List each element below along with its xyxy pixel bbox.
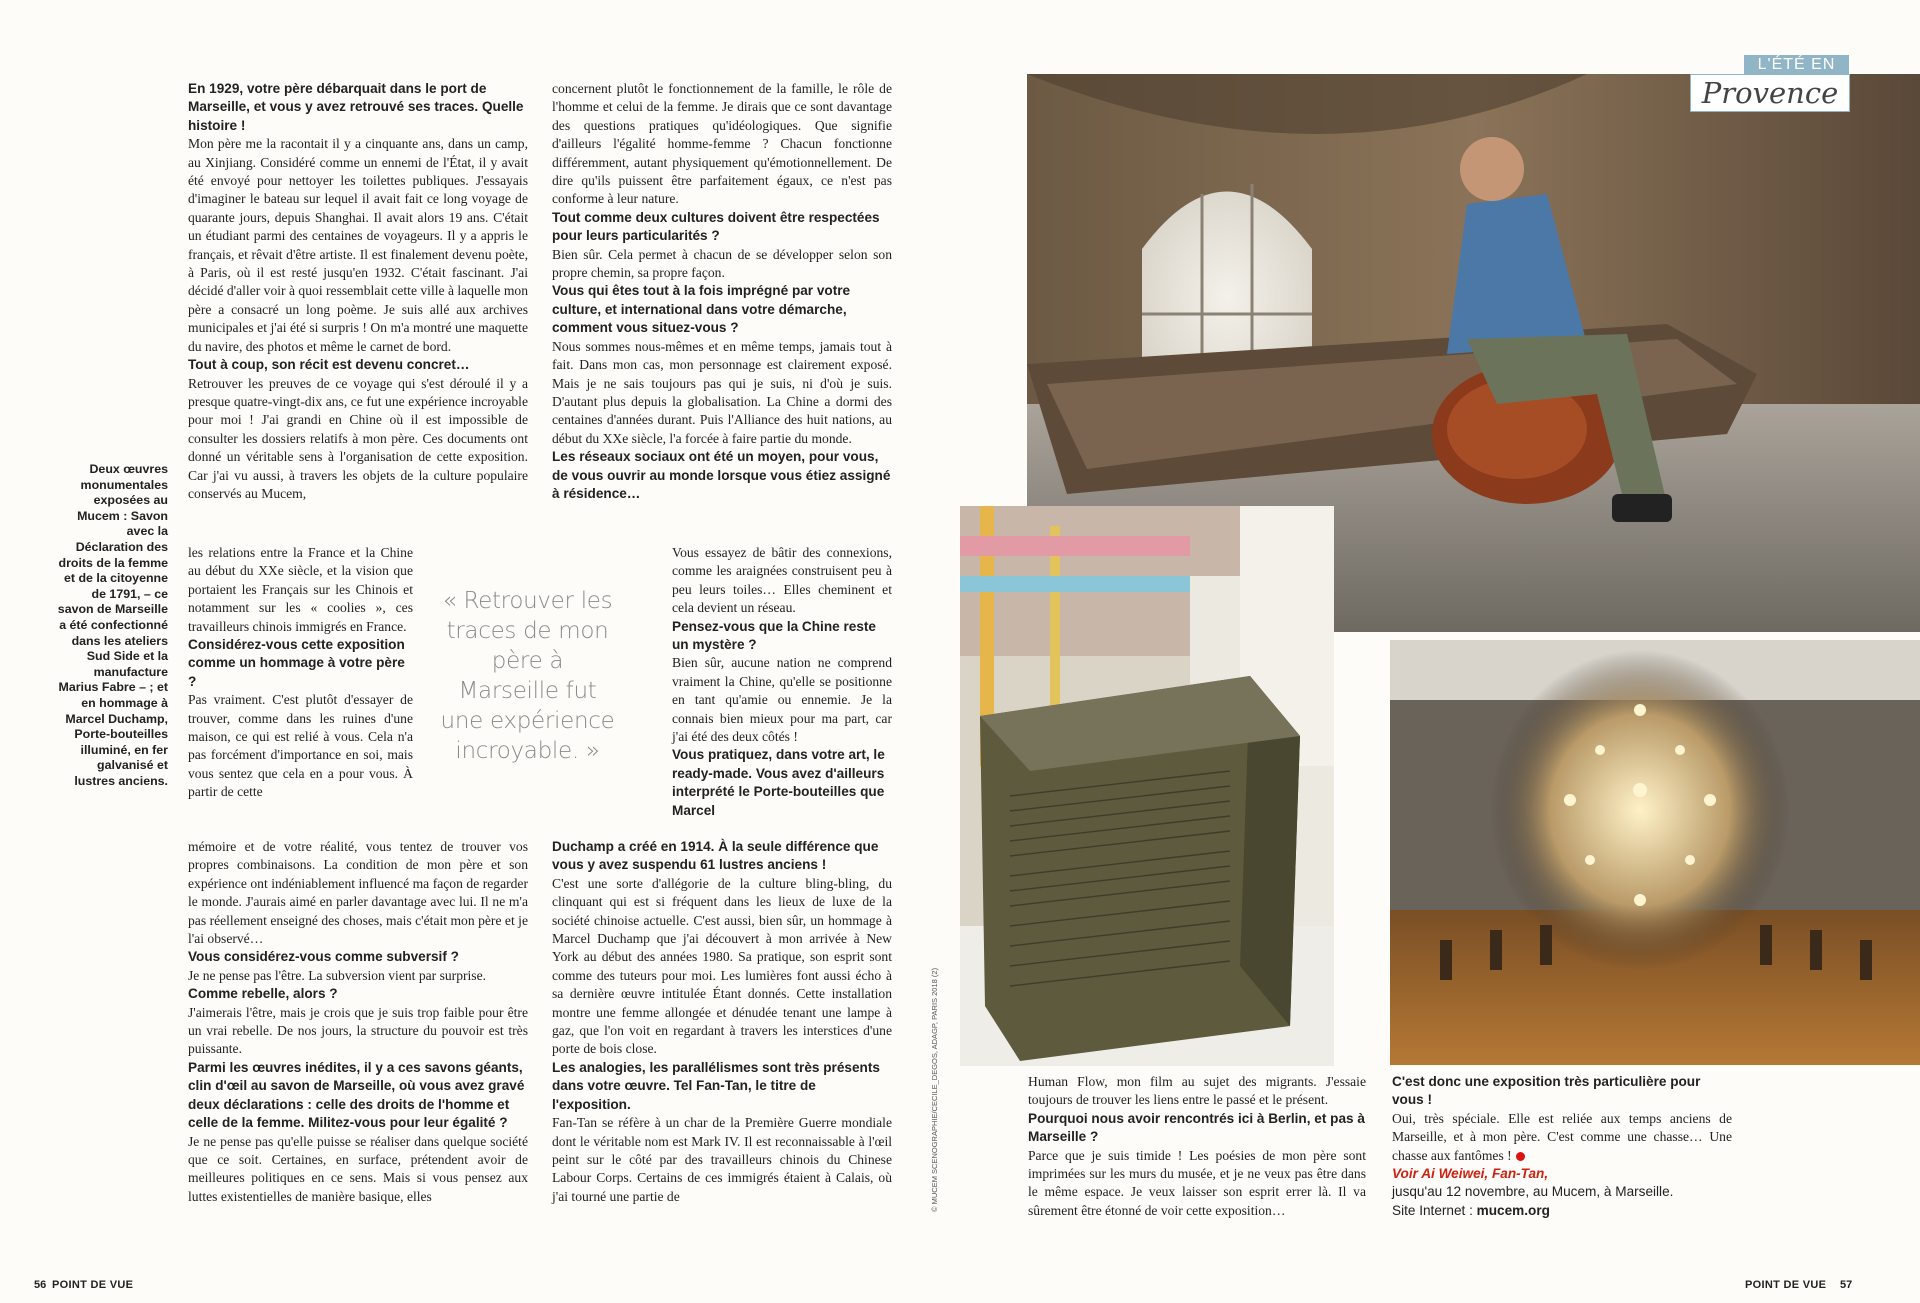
interview-answer: Vous essayez de bâtir des connexions, comme les araignées construisent peu à peu leurs toiles… Elles cheminent et cela devient un réseau. <box>672 545 892 616</box>
site-link[interactable]: mucem.org <box>1476 1202 1550 1218</box>
interview-column-4 <box>1392 1073 1732 1165</box>
interview-answer: les relations entre la France et la Chine au début du XXe siècle, et la vision que portaient les Français sur les Chinois et notamment sur les « coolies », ces travailleurs chinois immigrés en France. <box>188 545 413 634</box>
exhibition-dates: jusqu'au 12 novembre, au Mucem, à Marseille. <box>1392 1184 1674 1200</box>
interview-column-1-narrow <box>188 544 413 802</box>
interview-question: Pourquoi nous avoir rencontrés ici à Berlin, et pas à Marseille ? <box>1028 1110 1365 1145</box>
page-number-left: 56 <box>34 1279 47 1291</box>
interview-answer: concernent plutôt le fonctionnement de la famille, le rôle de l'homme et celui de la femme. Je dirais que ce sont davantage des questions pratiques qu'idéologiques. Que signifie d'ailleurs l'égalité homme-femme ? Chacun fonctionne différemment, autant physiquement qu'émotionnellement. De dire qu'ils puissent être parfaitement égaux, ce n'est pas conforme à leur nature. <box>552 81 892 207</box>
interview-answer: Retrouver les preuves de ce voyage qui s'est déroulé il y a presque quatre-vingt-dix ans, ce fut une expérience incroyable pour moi ! J'ai grandi en Chine où il est impossible de consulter les dossiers relatifs à mon père. Ces documents ont donné un véritable sens à l'organisation de cette exposition. Car j'ai vu aussi, à travers les objets de la culture populaire conservés au Mucem, <box>188 375 528 501</box>
interview-question: Vous pratiquez, dans votre art, le ready-made. Vous avez d'ailleurs interprété le Porte-bouteilles que Marcel <box>672 747 885 818</box>
interview-question: C'est donc une exposition très particulière pour vous ! <box>1392 1074 1701 1108</box>
interview-answer: Mon père me la racontait il y a cinquante ans, dans un camp, au Xinjiang. Considéré comme un ennemi de l'État, il y avait été envoyé pour nettoyer les toilettes publiques. J'essayais d'imaginer le bateau sur lequel il avait fait ce long voyage de quarante jours, depuis Shanghai. Il avait alors 19 ans. C'était un étudiant parmi des centaines de voyageurs. Il y a appris le français, et rêvait d'être artiste. Il est finalement devenu poète, à Paris, où il est resté jusqu'en 1932. C'était fascinant. J'ai décidé d'aller voir à quoi ressemblait cette ville à laquelle mon père a consacré un long poème. Je suis allé aux archives municipales et j'ai été si surpris ! On m'a montré une maquette du navire, des photos et même le carnet de bord. <box>188 136 528 354</box>
interview-column-2-narrow <box>672 544 892 820</box>
interview-question: Les analogies, les parallélismes sont très présents dans votre œuvre. Tel Fan-Tan, le titre de l'exposition. <box>552 1059 880 1112</box>
interview-answer: C'est une sorte d'allégorie de la culture bling-bling, du clinquant qui est si fréquent dans les lieux de luxe de la société chinoise actuelle. C'est aussi, bien sûr, un hommage à Marcel Duchamp que j'ai découvert à mon arrivée à New York au début des années 1980. Sa pratique, son esprit sont comme des tuteurs pour moi. Les lumières font aussi écho à sa dernière œuvre intitulée Étant donnés. Cette installation montre une femme allongée et dénudée tenant une lampe à gaz, que l'on voit en regardant à travers les interstices d'une porte de bois close. <box>552 875 892 1057</box>
interview-answer: Pas vraiment. C'est plutôt d'essayer de trouver, comme dans les ruines d'une maison, ce qui est relié à vous. Cela n'a pas forcément d'importance en soi, mais vous sentez que cela en a pour vous. À partir de cette <box>188 692 413 800</box>
interview-column-2-bottom <box>552 838 892 1206</box>
photo-caption: Deux œuvres monumentales exposées au Mucem : Savon avec la Déclaration des droits de la femme et de la citoyenne de 1791, – ce savon de Marseille a été confectionné dans les ateliers Sud Side et la manufacture Marius Fabre – ; et en hommage à Marcel Duchamp, Porte-bouteilles illuminé, en fer galvanisé et lustres anciens. <box>57 462 168 788</box>
photo-soap-sculpture <box>960 506 1334 1066</box>
pull-quote: « Retrouver les traces de mon père à Marseille fut une expérience incroyable. » <box>440 588 615 764</box>
photo-chandelier <box>1390 640 1920 1065</box>
interview-question: Parmi les œuvres inédites, il y a ces savons géants, clin d'œil au savon de Marseille, où vous avez gravé deux déclarations : celle des droits de l'homme et celle de la femme. Militez-vous pour leur égalité ? <box>188 1059 525 1131</box>
interview-column-1 <box>188 80 528 503</box>
interview-question: Vous qui êtes tout à la fois imprégné par votre culture, et international dans votre démarche, comment vous situez-vous ? <box>552 283 851 336</box>
interview-question: Les réseaux sociaux ont été un moyen, pour vous, de vous ouvrir au monde lorsque vous étiez assigné à résidence… <box>552 449 891 501</box>
brand-left: POINT DE VUE <box>52 1279 134 1291</box>
interview-answer: Parce que je suis timide ! Les poésies de mon père sont imprimées sur les murs du musée, et je ne veux pas être dans le même espace. Je veux laisser son esprit errer là. Il va sûrement être étonné de voir cette exposition… <box>1028 1147 1366 1218</box>
site-label: Site Internet : <box>1392 1202 1477 1218</box>
interview-question: Comme rebelle, alors ? <box>188 986 338 1002</box>
interview-answer: Human Flow, mon film au sujet des migrants. J'essaie toujours de trouver les liens entre le passé et le présent. <box>1028 1074 1366 1108</box>
photo-credit: © MUCEM SCENOGRAPHIE/CECILE_DEGOS, ADAGP, PARIS 2018 (2) <box>930 967 939 1212</box>
exhibition-info <box>1392 1165 1732 1220</box>
interview-answer: J'aimerais l'être, mais je crois que je suis trop faible pour être un vrai rebelle. De nos jours, la structure du pouvoir est très puissante. <box>188 1004 528 1057</box>
interview-answer: Fan-Tan se réfère à un char de la Première Guerre mondiale dont le véritable nom est Mark IV. Il est reconnaissable à l'œil peint sur le côté par des travailleurs chinois du Chinese Labour Corps. Certains de ces immigrés étaient à Calais, où j'ai tourné une partie de <box>552 1115 892 1204</box>
interview-question: Tout à coup, son récit est devenu concret… <box>188 357 470 373</box>
interview-question: En 1929, votre père débarquait dans le port de Marseille, et vous y avez retrouvé ses traces. Quelle histoire ! <box>188 81 524 133</box>
rubric-label: L'ÉTÉ EN <box>1744 55 1849 75</box>
interview-answer: Bien sûr, aucune nation ne comprend vraiment la Chine, qu'elle se positionne en tant qu'amie ou ennemie. Je la connais bien mieux pour ma part, car j'ai été des deux côtés ! <box>672 655 892 745</box>
rubric-title: Provence <box>1690 74 1850 112</box>
interview-answer: Nous sommes nous-mêmes et en même temps, jamais tout à fait. Dans mon cas, mon personnage est clairement exposé. Mais je ne sais toujours pas qui je suis, ni d'où je suis. D'autant plus depuis la globalisation. La Chine a dormi des centaines d'années durant. Puis l'Alliance des huit nations, au début du XXe siècle, l'a forcée à faire partie du monde. <box>552 338 892 446</box>
interview-answer: Je ne pense pas l'être. La subversion vient par surprise. <box>188 967 487 983</box>
page-number-right: 57 <box>1840 1279 1853 1291</box>
interview-question: Duchamp a créé en 1914. À la seule différence que vous y avez suspendu 61 lustres anciens ! <box>552 839 879 873</box>
interview-column-2 <box>552 80 892 503</box>
exhibition-title: Voir Ai Weiwei, Fan-Tan, <box>1392 1166 1549 1181</box>
brand-right: POINT DE VUE <box>1745 1279 1827 1291</box>
interview-answer: mémoire et de votre réalité, vous tentez de trouver vos propres combinaisons. La condition de mon père et son expérience ont indéniablement influencé ma façon de regarder le monde. J'aurais aimé en parler davantage avec lui. Il ne m'a pas réellement enseigné des choses, mais c'était mon père et je l'ai observé… <box>188 839 528 947</box>
end-mark-icon <box>1516 1152 1525 1161</box>
interview-column-3 <box>1028 1073 1366 1220</box>
interview-question: Considérez-vous cette exposition comme un hommage à votre père ? <box>188 637 405 689</box>
interview-column-1-bottom <box>188 838 528 1206</box>
interview-answer: Oui, très spéciale. Elle est reliée aux temps anciens de Marseille, et à mon père. C'est comme une chasse… Une chasse aux fantômes ! <box>1392 1110 1732 1163</box>
interview-answer: Je ne pense pas qu'elle puisse se réaliser dans quelque société que ce soit. Certaines, en surface, prétendent avoir de meilleures politiques en ce sens. Mais si vous pensez aux luttes existentielles de manière basique, elles <box>188 1133 528 1204</box>
interview-answer: Bien sûr. Cela permet à chacun de se développer selon son propre chemin, sa propre façon. <box>552 246 892 281</box>
interview-question: Tout comme deux cultures doivent être respectées pour leurs particularités ? <box>552 209 880 244</box>
interview-question: Vous considérez-vous comme subversif ? <box>188 949 459 965</box>
interview-question: Pensez-vous que la Chine reste un mystère ? <box>672 618 876 653</box>
